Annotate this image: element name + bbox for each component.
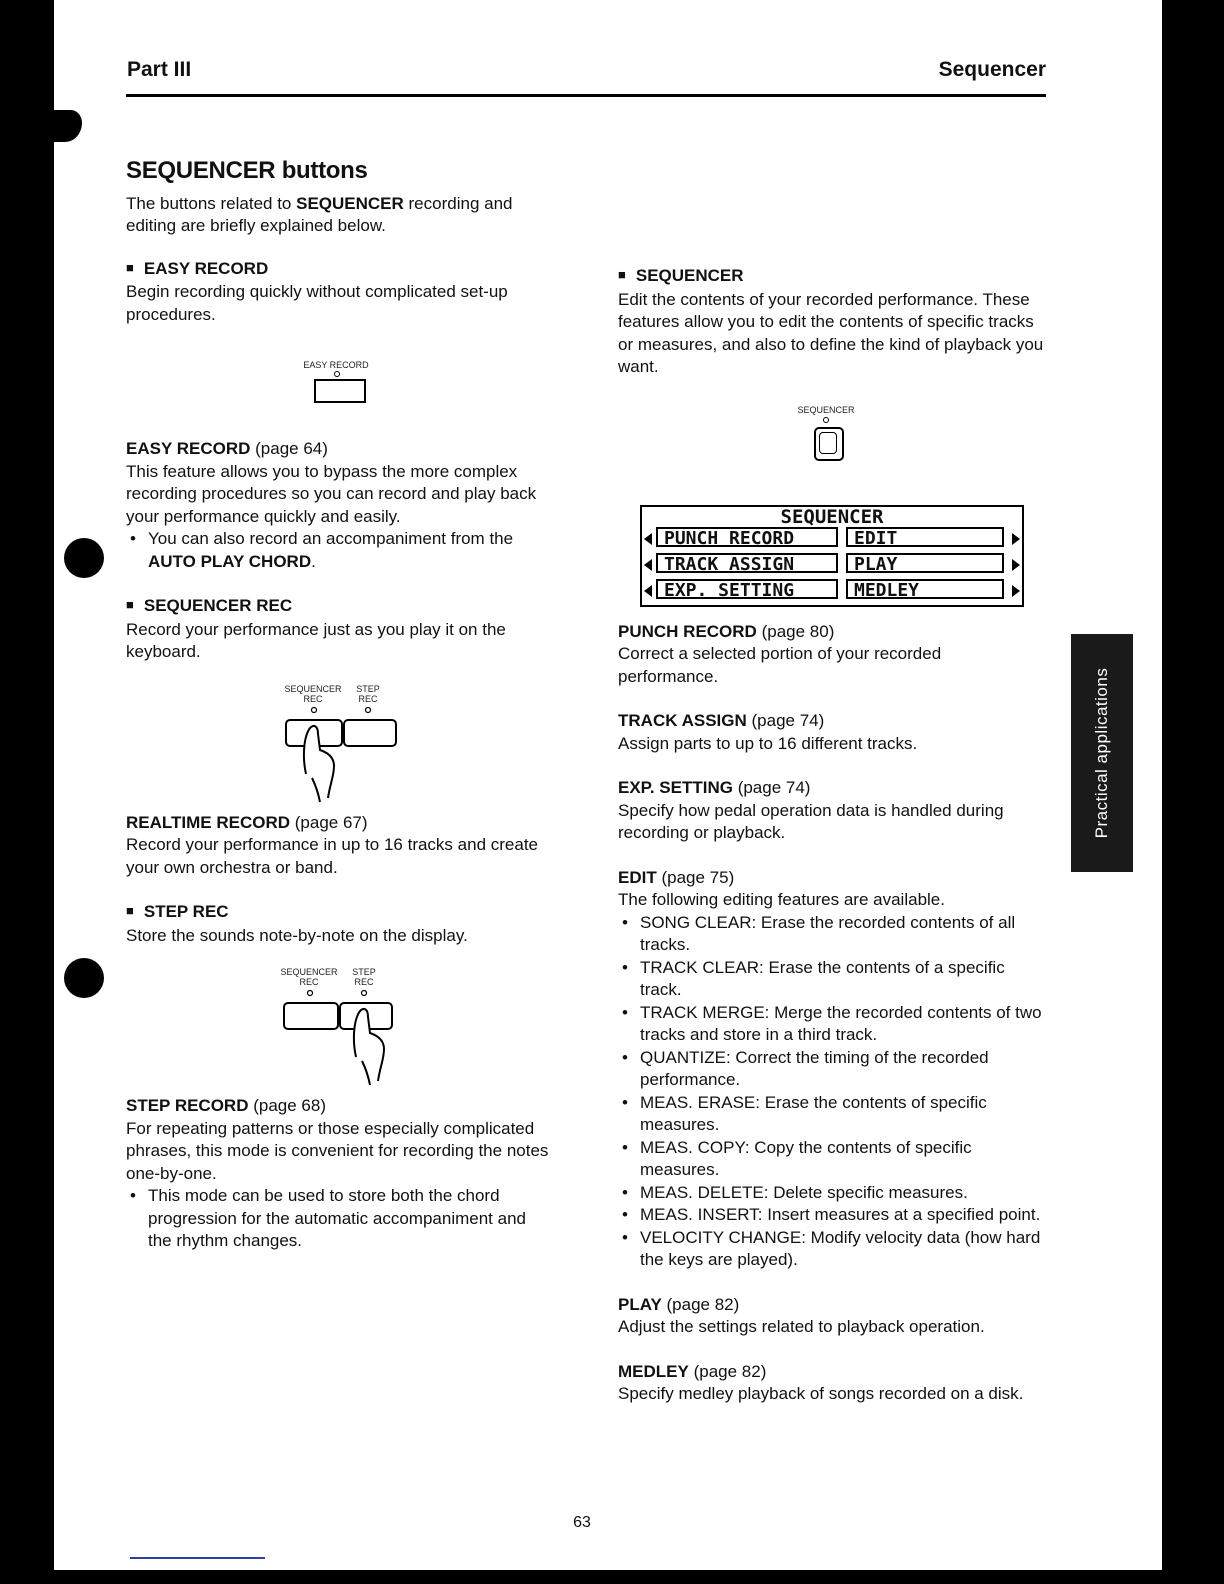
medley-entry-text: Specify medley playback of songs recorded on a disk. [618,1384,1024,1403]
scan-artifact-line [130,1557,265,1559]
sequencer-rec-figure [126,664,552,812]
scan-border-left [0,0,54,1584]
right-arrow-icon [1012,559,1020,571]
sequencer-button-inner [819,432,837,454]
lcd-medley: MEDLEY [846,579,1004,599]
list-item: • SONG CLEAR: Erase the recorded contents of all tracks. [618,912,1046,957]
easy-record-bullets [126,528,552,573]
left-arrow-icon [644,533,652,545]
step-rec-text: Store the sounds note-by-note on the display. [126,925,468,945]
lcd-row [642,579,1022,603]
right-column [618,265,1046,1406]
step-label: STEP [356,683,380,694]
lcd-row [642,553,1022,577]
realtime-record-entry-text: Record your performance in up to 16 tracks and create your own orchestra or band. [126,835,538,877]
list-item: • MEAS. INSERT: Insert measures at a specified point. [618,1204,1046,1227]
step-rec-hand-illustration [274,989,404,1089]
edit-entry-title: EDIT (page 75) [618,867,735,887]
sequencer-rec-text: Record your performance just as you play it on the keyboard. [126,619,506,661]
lcd-title: SEQUENCER [780,505,884,528]
step-record-entry-title: STEP RECORD (page 68) [126,1096,327,1115]
seq-label: SEQUENCER [284,683,342,694]
sequencer-heading: ■ SEQUENCER [618,265,1046,289]
step-rec-figure [126,947,552,1095]
seq-label-rec: REC [299,977,319,987]
header-rule [126,94,1046,97]
sequencer-button-label: SEQUENCER [797,404,855,415]
step-rec-heading: ■ STEP REC [126,901,552,925]
easy-record-led [334,371,340,377]
list-item: • TRACK MERGE: Merge the recorded contents of two tracks and store in a third track. [618,1002,1046,1047]
lcd-edit: EDIT [846,527,1004,547]
easy-record-entry-title: EASY RECORD (page 64) [126,439,328,458]
header-part: Part III [127,58,192,81]
step-label: STEP [352,967,376,977]
scan-notch [54,110,82,142]
section-title: SEQUENCER buttons [126,157,368,184]
list-item: • MEAS. COPY: Copy the contents of specific measures. [618,1137,1046,1182]
sequencer-lcd-display [640,505,1024,607]
easy-record-figure [126,338,552,438]
seq-label-rec: REC [303,693,323,704]
header-chapter: Sequencer [938,58,1046,81]
list-item: • MEAS. DELETE: Delete specific measures. [618,1182,1046,1205]
left-column [126,157,552,1253]
play-entry-title: PLAY (page 82) [618,1294,740,1314]
scan-border-right [1162,0,1224,1584]
medley-entry-title: MEDLEY (page 82) [618,1361,767,1381]
left-arrow-icon [644,559,652,571]
easy-record-button [314,379,366,403]
seq-label: SEQUENCER [280,967,338,977]
step-record-entry-text: For repeating patterns or those especially complicated phrases, this mode is convenient for recording the notes one-by-one. [126,1118,549,1183]
easy-record-button-label: EASY RECORD [303,360,369,370]
step-label-rec: REC [354,977,374,987]
list-item: • You can also record an accompaniment from the AUTO PLAY CHORD. [126,528,552,573]
sequencer-rec-hand-illustration [276,706,406,806]
list-item: • TRACK CLEAR: Erase the contents of a specific track. [618,957,1046,1002]
exp-setting-entry-text: Specify how pedal operation data is handled during recording or playback. [618,800,1004,842]
sequencer-led [823,417,829,423]
lcd-track-assign: TRACK ASSIGN [656,553,838,573]
exp-setting-entry-title: EXP. SETTING (page 74) [618,778,811,797]
page-number: 63 [573,1514,591,1531]
track-assign-entry-title: TRACK ASSIGN (page 74) [618,711,825,730]
sequencer-rec-heading: ■ SEQUENCER REC [126,595,552,619]
list-item: • This mode can be used to store both the chord progression for the automatic accompaniment and the rhythm changes. [126,1185,552,1253]
step-label-rec: REC [358,693,378,704]
scan-border-bottom [0,1570,1224,1584]
sequencer-text: Edit the contents of your recorded performance. These features allow you to edit the contents of specific tracks or measures, and also to define the kind of playback you want. [618,289,1044,376]
track-assign-entry-text: Assign parts to up to 16 different tracks. [618,733,918,753]
punch-record-entry-text: Correct a selected portion of your recorded performance. [618,644,942,686]
sequencer-figure [618,379,1046,505]
realtime-record-entry-title: REALTIME RECORD (page 67) [126,812,368,832]
lcd-row [642,527,1022,551]
lcd-play: PLAY [846,553,1004,573]
easy-record-heading: ■ EASY RECORD [126,258,552,282]
left-arrow-icon [644,585,652,597]
punch-hole-top [64,538,104,578]
punch-hole-bottom [64,958,104,998]
step-record-bullets [126,1185,552,1253]
easy-record-entry-text: This feature allows you to bypass the more complex recording procedures so you can record and play back your performance quickly and easily. [126,461,537,526]
edit-features-list [618,912,1046,1272]
right-arrow-icon [1012,533,1020,545]
right-arrow-icon [1012,585,1020,597]
side-tab [1071,634,1133,872]
punch-record-entry-title: PUNCH RECORD (page 80) [618,621,835,641]
edit-entry-text: The following editing features are available. [618,890,945,909]
play-entry-text: Adjust the settings related to playback operation. [618,1317,985,1336]
side-tab-label: Practical applications [1092,667,1111,839]
list-item: • QUANTIZE: Correct the timing of the recorded performance. [618,1047,1046,1092]
list-item: • VELOCITY CHANGE: Modify velocity data (how hard the keys are played). [618,1227,1046,1272]
easy-record-text: Begin recording quickly without complicated set-up procedures. [126,282,508,324]
lcd-punch-record: PUNCH RECORD [656,527,838,547]
list-item: • MEAS. ERASE: Erase the contents of specific measures. [618,1092,1046,1137]
lcd-exp-setting: EXP. SETTING [656,579,838,599]
section-intro: The buttons related to SEQUENCER recording and editing are briefly explained below. [126,193,513,235]
